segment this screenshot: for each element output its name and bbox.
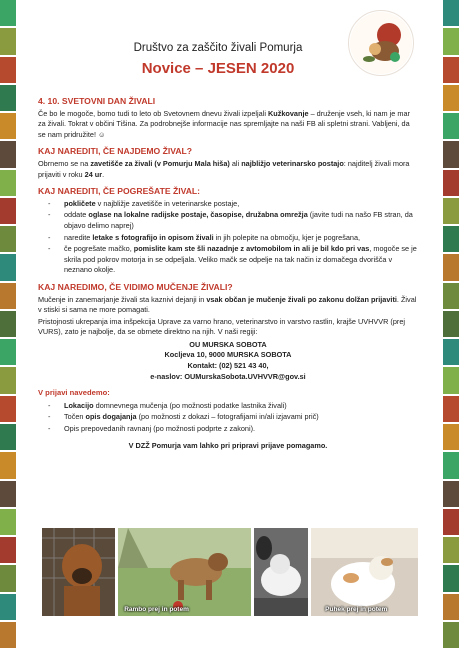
paragraph: Če bo le mogoče, bomo tudi to leto ob Svetovnem dnevu živali izpeljali Kužkovanje – druženje vseh, ki nam je mar za živali. Tokrat v občini Tišina. Za podrobnejše informacije nas spremljajte na naši FB ali spletni strani. Vabljeni, da se nam pridružite! ☺ (38, 108, 410, 139)
stripe-block (443, 57, 459, 83)
newsletter-content (38, 96, 418, 457)
section-heading: KAJ NAREDIMO, ČE VIDIMO MUČENJE ŽIVALI? (38, 281, 233, 292)
list (38, 401, 418, 435)
section-heading: 4. 10. SVETOVNI DAN ŽIVALI (38, 96, 156, 106)
stripe-block (443, 481, 459, 507)
section-animal-abuse (38, 282, 418, 382)
stripe-block (443, 113, 459, 139)
newsletter-title: Novice – JESEN 2020 (141, 60, 295, 77)
section-heading: KAJ NAREDITI, ČE POGREŠATE ŽIVAL: (38, 186, 201, 197)
section-world-animal-day (38, 96, 418, 140)
stripe-block (0, 339, 16, 365)
section-heading: V prijavi navedemo: (38, 388, 110, 398)
stripe-block (0, 565, 16, 591)
list-item: - pokličete v najbližje zavetišče in veterinarske postaje, (64, 199, 418, 210)
email-link[interactable]: e-naslov: OUMurskaSobota.UVHVVR@gov.si (150, 371, 306, 381)
section-heading: KAJ NAREDITI, ČE NAJDEMO ŽIVAL? (38, 146, 193, 157)
list-item: - Opis prepovedanih ravnanj (po možnosti podprte z zakoni). (64, 424, 418, 435)
list (38, 199, 418, 276)
stripe-block (443, 396, 459, 422)
stripe-block (443, 311, 459, 337)
paragraph: Obrnemo se na zavetišče za živali (v Pomurju Mala hiša) ali najbližjo veterinarsko postajo: najditelj živali mora prijaviti v roku 24 ur. (38, 158, 410, 179)
stripe-block (443, 622, 459, 648)
photo-puhek-before (254, 528, 308, 616)
section-lost-animal (38, 186, 418, 276)
organization-name: Društvo za zaščito živali Pomurja (133, 42, 303, 54)
photo-rambo-after (118, 528, 251, 616)
stripe-block (443, 367, 459, 393)
stripe-block (0, 198, 16, 224)
stripe-block (443, 0, 459, 26)
stripe-block (443, 254, 459, 280)
stripe-block (0, 113, 16, 139)
photo-caption: Rambo prej in potem (124, 606, 189, 613)
stripe-block (0, 254, 16, 280)
list-item: - Točen opis dogajanja (po možnosti z dokazi – fotografijami in/ali izjavami prič) (64, 412, 418, 423)
stripe-block (0, 452, 16, 478)
stripe-block (443, 226, 459, 252)
stripe-block (0, 85, 16, 111)
stripe-block (443, 198, 459, 224)
stripe-block (443, 594, 459, 620)
photo-puhek-after (311, 528, 418, 616)
paragraph: Mučenje in zanemarjanje živali sta kaznivi dejanji in vsak občan je mučenje živali po zakonu dolžan prijaviti. Žival v stiski si sama ne more pomagati. (38, 294, 417, 315)
stripe-block (0, 594, 16, 620)
stripe-block (0, 141, 16, 167)
list-item: - naredite letake s fotografijo in opisom živali in jih polepite na območju, kjer je pogrešana, (64, 233, 418, 244)
decorative-stripe-right (443, 0, 459, 650)
decorative-stripe-left (0, 0, 16, 650)
stripe-block (443, 85, 459, 111)
help-note: V DZŽ Pomurja vam lahko pri pripravi prijave pomagamo. (128, 440, 328, 450)
stripe-block (0, 311, 16, 337)
list-item: - oddate oglase na lokalne radijske postaje, časopise, družabna omrežja (javite tudi na našo FB stran, da objavo delimo naprej) (64, 210, 418, 231)
photo-rambo-before (42, 528, 115, 616)
stripe-block (0, 226, 16, 252)
contact-address: OU MURSKA SOBOTA Kocljeva 10, 9000 MURSKA SOBOTA Kontakt: (02) 521 43 40, e-naslov: OUMurskaSobota.UVHVVR@gov.si (38, 340, 418, 382)
stripe-block (0, 481, 16, 507)
photo-strip (42, 528, 418, 616)
stripe-block (443, 28, 459, 54)
newsletter-page (38, 0, 421, 650)
stripe-block (0, 283, 16, 309)
list-item: - če pogrešate mačko, pomislite kam ste šli nazadnje z avtomobilom in ali je bil kdo pri vas, mogoče se je skrila pod pokrov motorja in se odpeljala. Veliko mačk se odpelje na tak način iz domačega dvorišča v neznano okolje. (64, 244, 418, 276)
stripe-block (0, 622, 16, 648)
organization-logo (348, 10, 414, 76)
stripe-block (0, 367, 16, 393)
stripe-block (0, 170, 16, 196)
stripe-block (443, 283, 459, 309)
stripe-block (443, 424, 459, 450)
stripe-block (443, 565, 459, 591)
list-item: - Lokacijo domnevnega mučenja (po možnosti podatke lastnika živali) (64, 401, 418, 412)
stripe-block (0, 537, 16, 563)
stripe-block (0, 509, 16, 535)
stripe-block (0, 28, 16, 54)
stripe-block (0, 0, 16, 26)
stripe-block (443, 452, 459, 478)
stripe-block (443, 339, 459, 365)
section-found-animal (38, 146, 418, 180)
section-report-contents (38, 388, 418, 451)
stripe-block (0, 396, 16, 422)
stripe-block (443, 170, 459, 196)
stripe-block (443, 141, 459, 167)
stripe-block (0, 57, 16, 83)
stripe-block (0, 424, 16, 450)
stripe-block (443, 537, 459, 563)
stripe-block (443, 509, 459, 535)
paragraph: Pristojnosti ukrepanja ima inšpekcija Uprave za varno hrano, veterinarstvo in varstvo rastlin, krajše UVHVVR (prej VURS), zato je najbolje, da se obrnete direktno na njih. V naši regiji: (38, 316, 406, 337)
photo-caption: Puhek prej in potem (325, 606, 388, 613)
